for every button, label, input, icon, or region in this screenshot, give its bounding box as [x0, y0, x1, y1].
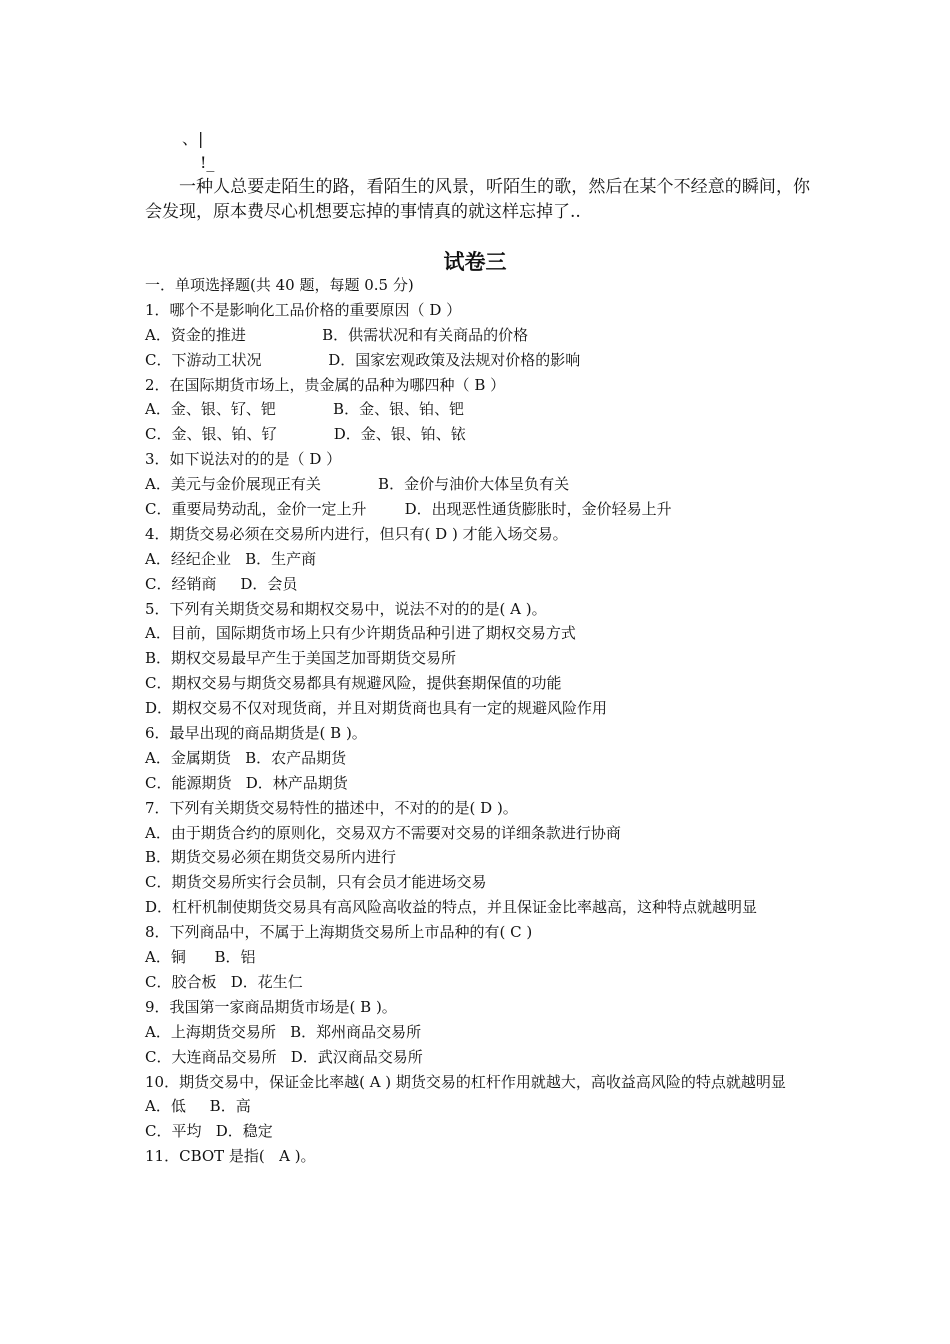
text-line: C．能源期货 D．林产品期货	[145, 773, 348, 792]
text-line: 7．下列有关期货交易特性的描述中，不对的的是( D )。	[145, 798, 518, 817]
text-line: D．期权交易不仅对现货商，并且对期货商也具有一定的规避风险作用	[145, 699, 608, 718]
text-line: 10．期货交易中，保证金比率越( A ) 期货交易的杠杆作用就越大，高收益高风险的特点就越明显	[145, 1072, 786, 1091]
text-line: A．金属期货 B．农产品期货	[145, 748, 347, 767]
text-line: 一．单项选择题(共 40 题，每题 0.5 分)	[145, 276, 414, 294]
text-line: C．大连商品交易所 D．武汉商品交易所	[145, 1047, 423, 1066]
text-line: 9．我国第一家商品期货市场是( B )。	[145, 997, 397, 1016]
text-line: 3．如下说法对的的是（ D ）	[145, 450, 342, 469]
text-line: A．低 B．高	[145, 1097, 251, 1116]
text-line: C．期权交易与期货交易都具有规避风险，提供套期保值的功能	[145, 674, 562, 693]
text-line: C．胶合板 D．花生仁	[145, 972, 303, 991]
question-list	[145, 273, 810, 1169]
text-line: A．上海期货交易所 B．郑州商品交易所	[145, 1022, 422, 1041]
text-line: D．杠杆机制使期货交易具有高风险高收益的特点，并且保证金比率越高，这种特点就越明显	[145, 898, 758, 917]
text-line: C．金、银、铂、钌 D．金、银、铂、铱	[145, 425, 466, 444]
text-line: A．由于期货合约的原则化，交易双方不需要对交易的详细条款进行协商	[145, 823, 621, 842]
stray-mark-2: !_	[200, 153, 215, 172]
text-line: 2．在国际期货市场上，贵金属的品种为哪四种（ B ）	[145, 375, 506, 394]
text-line: C．平均 D．稳定	[145, 1122, 273, 1141]
text-line: C．重要局势动乱，金价一定上升 D．出现恶性通货膨胀时，金价轻易上升	[145, 500, 672, 519]
text-line: A．金、银、钌、钯 B．金、银、铂、钯	[145, 400, 465, 419]
text-line: B．期权交易最早产生于美国芝加哥期货交易所	[145, 649, 457, 668]
text-line: 11．CBOT 是指( A )。	[145, 1147, 316, 1166]
text-line: A．铜 B．铝	[145, 948, 256, 967]
text-line: B．期货交易必须在期货交易所内进行	[145, 848, 397, 867]
text-line: A．目前，国际期货市场上只有少许期货品种引进了期权交易方式	[145, 624, 576, 643]
text-line: 1．哪个不是影响化工品价格的重要原因（ D ）	[145, 300, 462, 319]
text-line: 5．下列有关期货交易和期权交易中，说法不对的的是( A )。	[145, 599, 547, 618]
stray-marks	[182, 128, 214, 176]
intro-quote: 一种人总要走陌生的路，看陌生的风景，听陌生的歌，然后在某个不经意的瞬间，你会发现，原本费尽心机想要忘掉的事情真的就这样忘掉了..	[145, 177, 810, 222]
text-line: A．经纪企业 B．生产商	[145, 549, 317, 568]
stray-mark-1: 、|	[182, 129, 204, 148]
text-line: A．资金的推进 B．供需状况和有关商品的价格	[145, 325, 529, 344]
text-line: C．经销商 D．会员	[145, 574, 298, 593]
text-line: C．期货交易所实行会员制，只有会员才能进场交易	[145, 873, 487, 892]
text-line: C．下游动工状况 D．国家宏观政策及法规对价格的影响	[145, 350, 581, 369]
text-line: 8．下列商品中，不属于上海期货交易所上市品种的有( C )	[145, 923, 533, 942]
text-line: A．美元与金价展现正有关 B．金价与油价大体呈负有关	[145, 475, 570, 494]
text-line: 6．最早出现的商品期货是( B )。	[145, 724, 367, 743]
exam-title: 试卷三	[443, 249, 507, 274]
text-line: 4．期货交易必须在交易所内进行，但只有( D ) 才能入场交易。	[145, 524, 568, 543]
